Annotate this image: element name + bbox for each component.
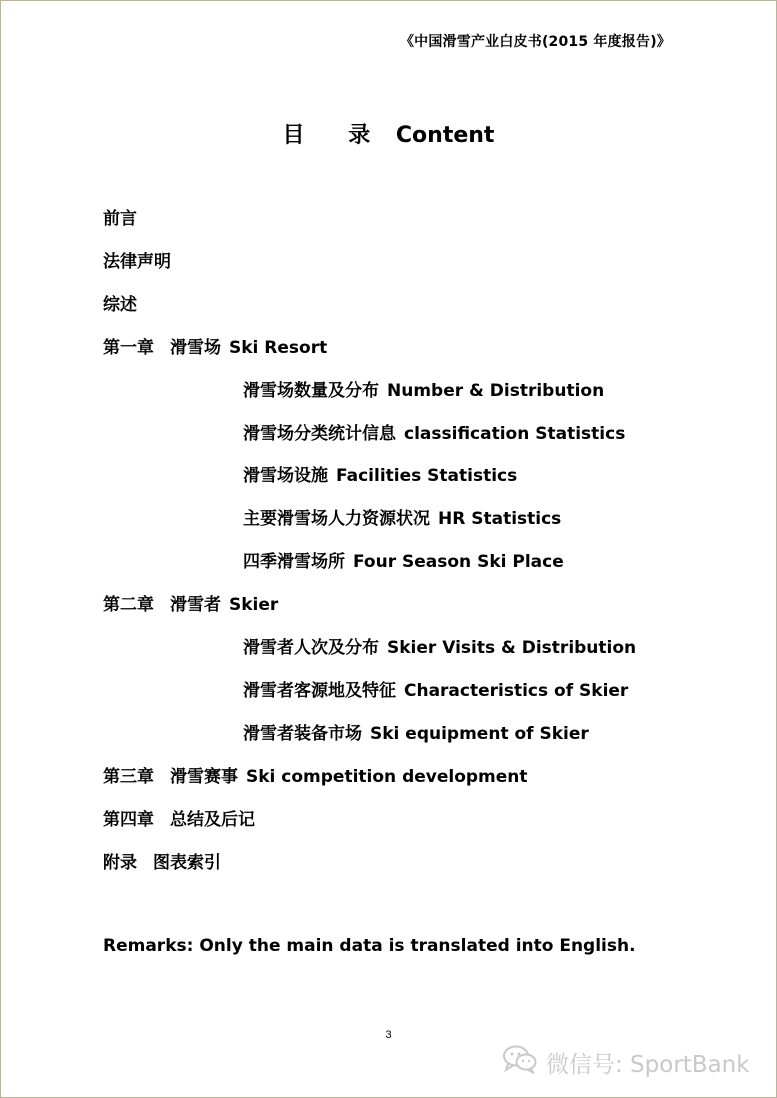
- toc-title-zh: 法律声明: [103, 251, 171, 272]
- toc-entry: [103, 766, 528, 788]
- toc-title-zh: 滑雪者客源地及特征: [243, 680, 396, 701]
- toc-title-en: classification Statistics: [404, 423, 626, 444]
- wechat-icon: [502, 1044, 538, 1080]
- toc-title-zh: 滑雪者: [170, 595, 221, 616]
- toc-title-zh: 主要滑雪场人力资源状况: [243, 509, 430, 530]
- toc-entry: [103, 337, 327, 359]
- toc-chapter-number: 第四章: [103, 809, 154, 830]
- toc-entry: [243, 680, 628, 702]
- toc-title-zh: 综述: [103, 294, 137, 315]
- toc-entry: [103, 852, 229, 874]
- toc-entry: [243, 508, 561, 530]
- toc-title-zh: 前言: [103, 209, 137, 229]
- toc-entry: [103, 594, 278, 616]
- page-title: [0, 118, 777, 149]
- toc-entry: [243, 423, 625, 445]
- toc-title-zh: 滑雪场设施: [243, 466, 328, 487]
- toc-entry: [243, 380, 604, 402]
- toc-entry: [243, 465, 517, 487]
- toc-title-en: Ski equipment of Skier: [370, 723, 589, 744]
- watermark: [502, 1044, 750, 1080]
- toc-title-en: Skier Visits & Distribution: [387, 638, 637, 658]
- toc-title-zh: 滑雪者装备市场: [243, 723, 362, 744]
- toc-chapter-number: 第三章: [103, 766, 154, 787]
- watermark-text: 微信号: SportBank: [546, 1051, 750, 1078]
- toc-title-zh: 滑雪场数量及分布: [243, 380, 379, 401]
- toc-title-zh: 四季滑雪场所: [243, 552, 345, 573]
- toc-entry: [103, 294, 145, 316]
- remarks-note: Remarks: Only the main data is translated into English.: [103, 936, 636, 956]
- toc-title-en: HR Statistics: [438, 509, 562, 530]
- toc-chapter-number: 第一章: [103, 337, 154, 358]
- page-title-en: Content: [395, 123, 495, 148]
- toc-title-zh: 总结及后记: [170, 809, 255, 830]
- toc-chapter-number: 附录: [103, 852, 137, 873]
- toc-entry: [243, 551, 564, 573]
- toc-title-en: Number & Distribution: [387, 380, 605, 401]
- toc-title-en: Ski competition development: [246, 766, 528, 787]
- toc-title-en: Facilities Statistics: [336, 466, 518, 487]
- toc-chapter-number: 第二章: [103, 595, 154, 616]
- toc-title-zh: 滑雪场分类统计信息: [243, 423, 396, 444]
- toc-entry: [243, 637, 636, 659]
- toc-entry: [103, 208, 145, 230]
- page-number: 3: [385, 1029, 392, 1041]
- toc-entry: [243, 723, 589, 745]
- toc-entry: [103, 251, 179, 273]
- toc-title-en: Skier: [229, 595, 279, 616]
- page-title-zh: 目 录: [282, 123, 389, 148]
- toc-title-zh: 图表索引: [153, 852, 221, 873]
- toc-title-zh: 滑雪赛事: [170, 766, 238, 787]
- toc-title-en: Ski Resort: [229, 337, 328, 358]
- running-header: 《中国滑雪产业白皮书(2015 年度报告)》: [399, 34, 671, 50]
- toc-entry: [103, 809, 263, 831]
- toc-title-en: Characteristics of Skier: [404, 680, 629, 701]
- toc-title-en: Four Season Ski Place: [353, 552, 564, 573]
- toc-title-zh: 滑雪者人次及分布: [243, 638, 379, 658]
- toc-title-zh: 滑雪场: [170, 337, 221, 358]
